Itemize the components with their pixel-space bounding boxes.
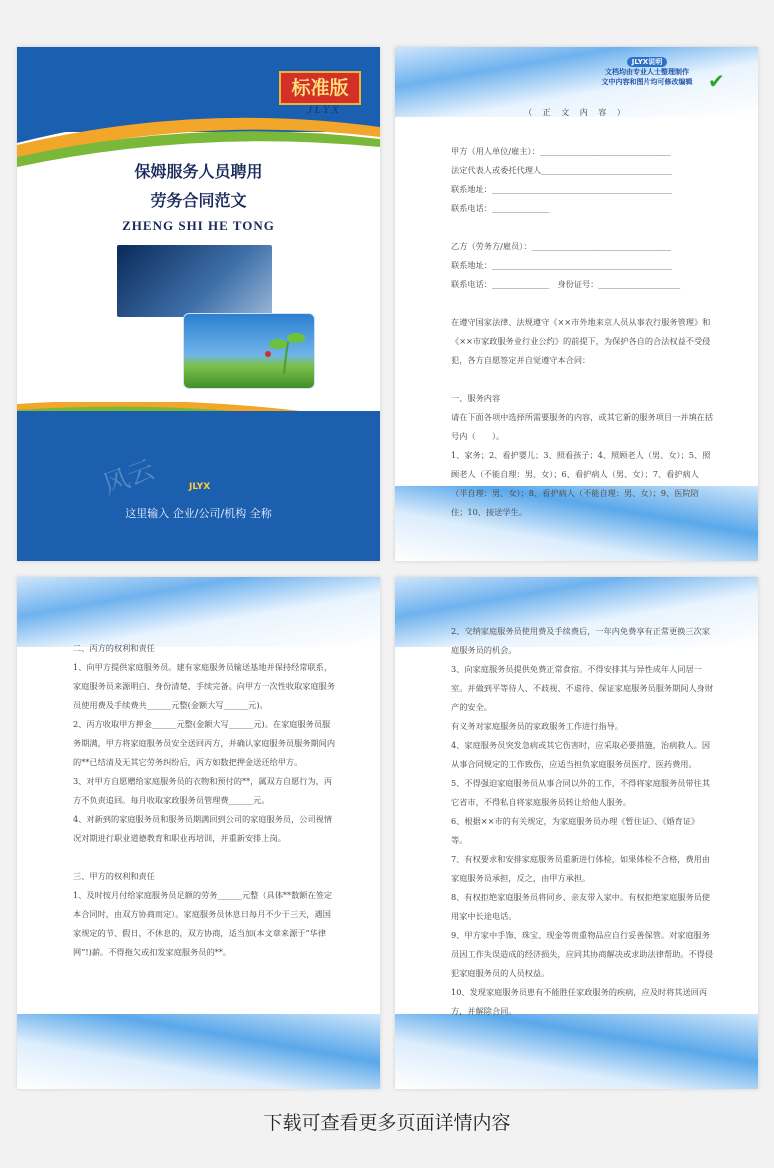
- text-line: 3、向家庭服务员提供免费正常食宿。不得安排其与异性成年人同居一室。并做到平等待人、不歧视、不虐待、保证家庭服务员服务期间人身财产的安全。: [451, 664, 714, 712]
- sprout-icon: [184, 314, 314, 388]
- text-line: 联系地址：____________________________________________: [451, 260, 673, 270]
- note-pill: JLYX说明: [627, 57, 667, 67]
- text-line: 联系电话：______________: [451, 203, 550, 213]
- text-line: 5、不得强迫家庭服务员从事合同以外的工作，不得将家庭服务员带往其它省市，不得私自将家庭服务员转让给他人服务。: [451, 778, 711, 807]
- cover-title-pinyin: ZHENG SHI HE TONG: [122, 218, 275, 233]
- text-line: [451, 218, 713, 237]
- cover-title-line1: 保姆服务人员聘用: [134, 162, 263, 181]
- text-line: 7、有权要求和安排家庭服务员重新进行体检，如果体检不合格，费用由家庭服务员承担，反之，由甲方承担。: [451, 854, 711, 883]
- handshake-image: [117, 245, 272, 317]
- sprout-image: [183, 313, 315, 389]
- text-line: 4、对新到的家庭服务员和服务员期满回到公司的家庭服务员，公司视情况对期进行职业道德教育和职业再培训，并重新安排上岗。: [73, 814, 333, 843]
- content-page-1: [395, 47, 758, 561]
- text-line: 联系电话：______________ 身份证号：____________________: [451, 279, 681, 289]
- text-line: 一、服务内容: [451, 393, 501, 403]
- cover-page: [17, 47, 380, 561]
- text-line: 三、甲方的权利和责任: [73, 871, 155, 881]
- text-line: 6、根据××市的有关规定，为家庭服务员办理《暂住证》、《婚育证》等。: [451, 816, 700, 845]
- text-line: [451, 370, 713, 389]
- section-heading: （ 正 文 内 容 ）: [524, 108, 629, 117]
- text-line: 请在下面各项中选择所需要服务的内容，或其它新的服务项目一并填在括号内（ ）。: [451, 412, 714, 441]
- edition-badge: 标准版: [279, 71, 361, 105]
- text-line: 8、有权拒绝家庭服务员将同乡、亲友带入家中。有权拒绝家庭服务员使用家中长途电话。: [451, 892, 711, 921]
- text-line: [73, 848, 335, 867]
- text-line: 甲方（用人单位/雇主）：________________________________: [451, 146, 671, 156]
- text-line: 10、发现家庭服务员患有不能胜任家政服务的疾病，应及时将其送回丙方，并解除合同。: [451, 987, 708, 1016]
- text-line: 1、及时按月付给家庭服务员足额的劳务______元整（具体**数额在签定本合同时，由双方协商而定）。家庭服务员休息日每月不少于三天，遇国家规定的节、假日，不休息的，双方协商，适当加(本文章来源于“华律网”!)薪。不得拖欠或扣发家庭服务员的**。: [73, 890, 333, 957]
- content-page-2: [17, 577, 380, 1089]
- text-line: 二、丙方的权利和责任: [73, 643, 155, 653]
- text-line: 有义务对家庭服务员的家政服务工作进行指导。: [451, 721, 623, 731]
- text-line: 法定代表人或委托代理人________________________________: [451, 165, 673, 175]
- checkmark-icon: ✔: [708, 69, 725, 93]
- watermark-text: 风云: [99, 454, 159, 501]
- content-page-3: [395, 577, 758, 1089]
- text-line: 2、交纳家庭服务员使用费及手续费后，一年内免费享有正常更换三次家庭服务员的机会。: [451, 626, 711, 655]
- note-line2: 文中内容和图片均可修改编辑: [601, 78, 693, 86]
- text-line: [451, 294, 713, 313]
- text-line: 4、家庭服务员突发急病或其它伤害时，应采取必要措施，治病救人。因从事合同规定的工作致伤，应适当担负家庭服务员医疗、医药费用。: [451, 740, 711, 769]
- text-line: 1、家务；2、看护婴儿；3、照看孩子；4、照顾老人（男、女）；5、照顾老人（不能自理：男、女）；6、看护病人（男、女）；7、看护病人（半自理：男、女）；8、看护病人（不能自理：男、女）；9、医院陪住；10、接送学生。: [451, 450, 711, 517]
- logo-text: JLYX: [189, 482, 211, 492]
- text-line: 1、向甲方提供家庭服务员。建有家庭服务员输送基地并保持经常联系，家庭服务员来源明白、身份清楚、手续完备。向甲方一次性收取家庭服务员使用费及手续费共______元整(金额大写______元)。: [73, 662, 336, 710]
- download-caption[interactable]: 下载可查看更多页面详情内容: [263, 1112, 511, 1134]
- text-line: 在遵守国家法律、法规遵守《××市外地来京人员从事农行服务管理》和《××市家政服务业行业公约》的前提下，为保护各自的合法权益不受侵犯，各方自愿签定并自觉遵守本合同：: [451, 317, 711, 365]
- text-line: 3、对甲方自愿赠给家庭服务员的衣物和预付的**，属双方自愿行为，丙方不负责追回。每月收取家政服务员管理费______元。: [73, 776, 333, 805]
- note-line1: 文档均由专业人士整理制作: [605, 68, 689, 76]
- page4-body: [451, 622, 713, 1021]
- page-decoration-top: [17, 577, 380, 647]
- page2-body: [451, 142, 713, 522]
- page3-body: [73, 639, 335, 962]
- badge-brand: JLYX: [307, 102, 341, 116]
- text-line: 2、丙方收取甲方押金______元整(金额大写______元)。在家庭服务员服务期满，甲方将家庭服务员安全送回丙方，并确认家庭服务员服务期间内的**已结清及无其它劳务纠纷后，丙方如数把押金送还给甲方。: [73, 719, 336, 767]
- page-decoration-bottom: [17, 1014, 380, 1089]
- jlyx-note: [592, 57, 702, 87]
- page-decoration-bottom: [395, 1014, 758, 1089]
- text-line: 联系地址：____________________________________________: [451, 184, 673, 194]
- company-name-placeholder: 这里输入 企业/公司/机构 全称: [125, 507, 272, 520]
- text-line: 乙方（劳务方/雇员）：__________________________________: [451, 241, 671, 251]
- text-line: 9、甲方家中手饰、珠宝、现金等贵重物品应自行妥善保管。对家庭服务员因工作失误造成的经济损失，应同其协商解决或求助法律帮助。不得侵犯家庭服务员的人员权益。: [451, 930, 714, 978]
- cover-title-line2: 劳务合同范文: [150, 191, 247, 210]
